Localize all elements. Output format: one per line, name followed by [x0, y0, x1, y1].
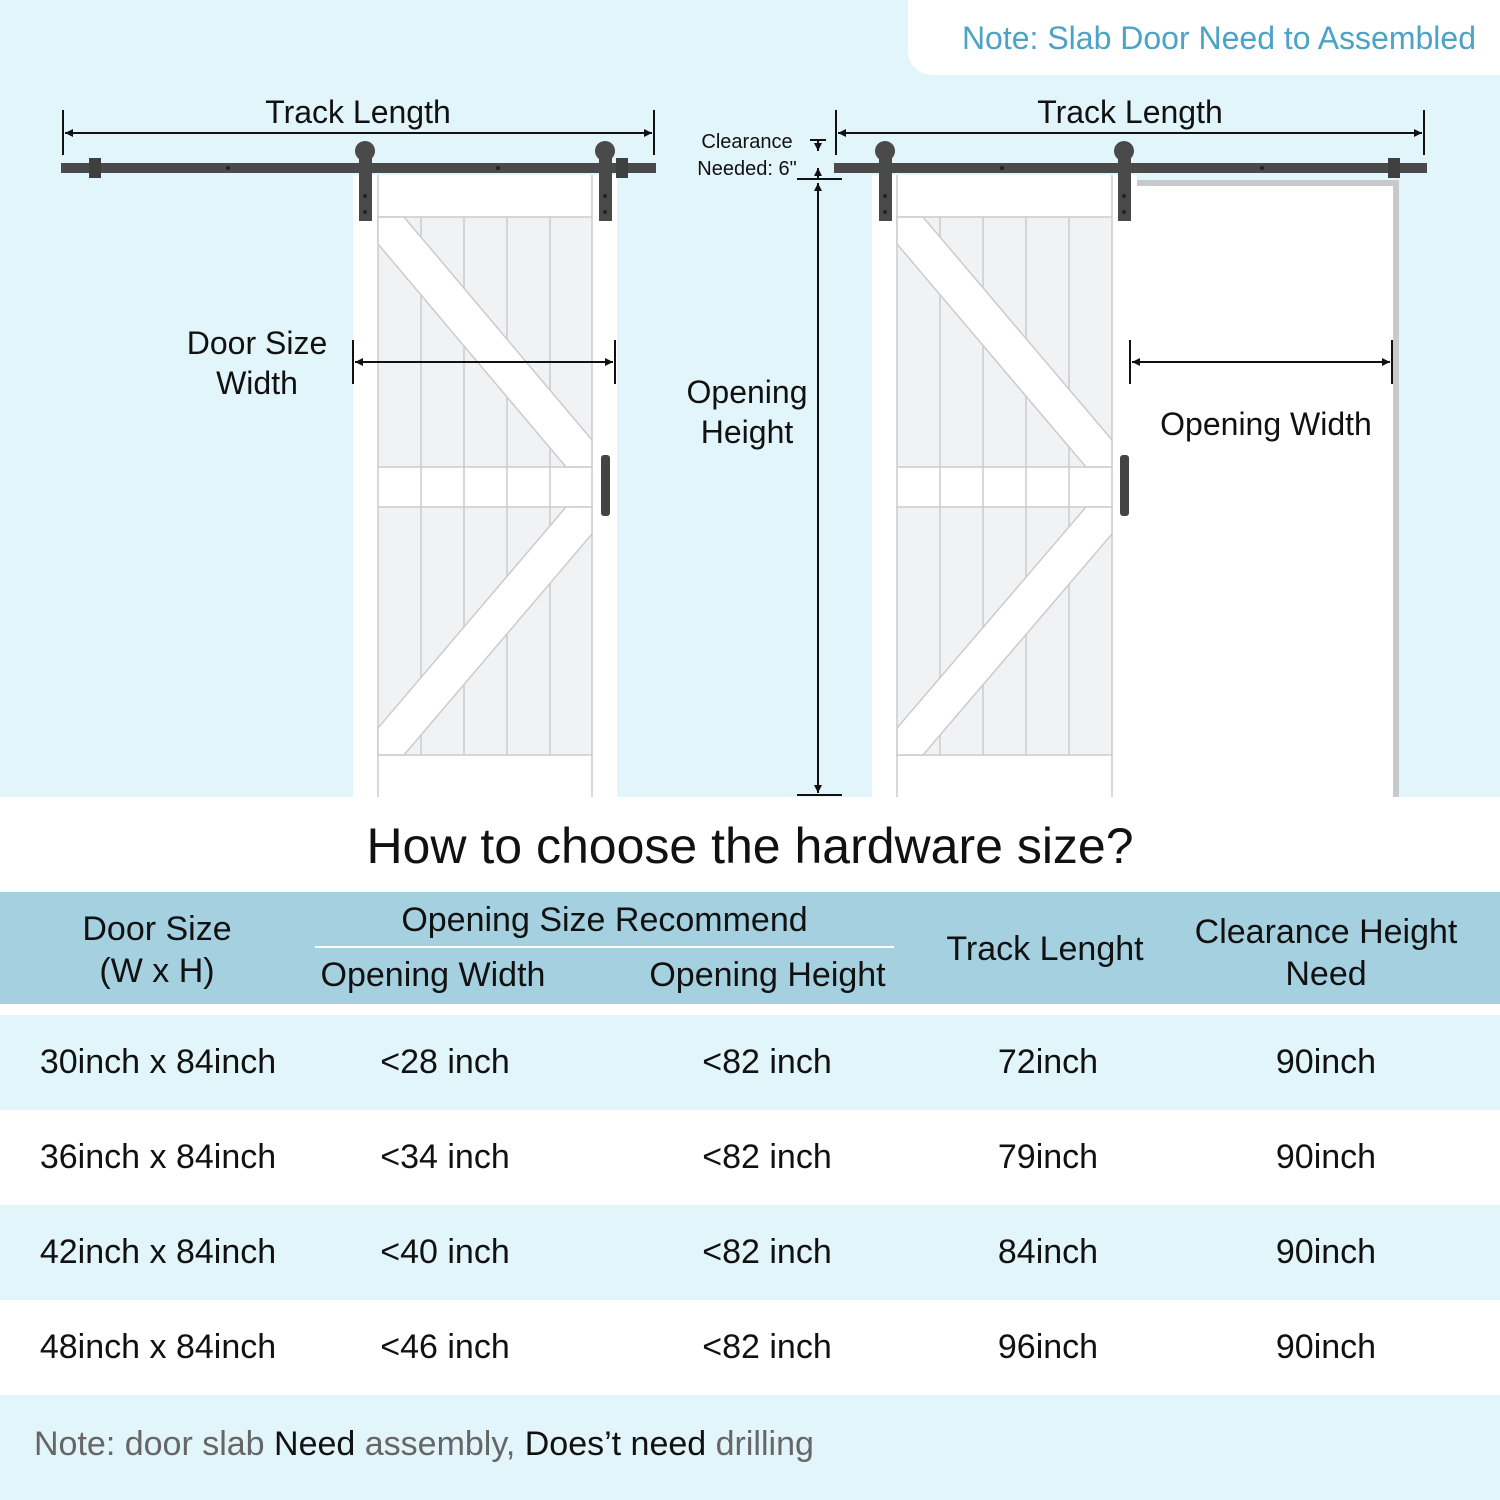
opening-width-label: Opening Width — [1160, 406, 1372, 442]
cell-clearance: 90inch — [1275, 1138, 1377, 1176]
header-clearance-line2: Need — [1285, 955, 1367, 993]
door-size-width-label: Door Size Width — [186, 325, 328, 401]
right-door — [872, 175, 1137, 797]
header-door-size-line2: (W x H) — [99, 952, 215, 990]
cell-opening-height: <82 inch — [702, 1138, 832, 1176]
cell-door-size: 36inch x 84inch — [39, 1138, 277, 1176]
note-part-5: drilling — [706, 1425, 814, 1463]
assembly-note-bottom-text — [34, 1425, 814, 1464]
cell-opening-height: <82 inch — [702, 1233, 832, 1271]
cell-clearance: 90inch — [1275, 1043, 1377, 1081]
cell-opening-width: <40 inch — [380, 1233, 510, 1271]
cell-door-size: 30inch x 84inch — [39, 1043, 277, 1081]
table-row — [0, 1205, 1500, 1300]
assembly-note-bottom — [0, 1395, 1500, 1500]
table-header — [0, 892, 1500, 1004]
page-title: How to choose the hardware size? — [366, 818, 1134, 874]
header-opening-width: Opening Width — [320, 956, 546, 994]
cell-opening-height: <82 inch — [702, 1043, 832, 1081]
cell-opening-height: <82 inch — [702, 1328, 832, 1366]
clearance-label-line2: Needed: 6" — [697, 158, 797, 180]
cell-door-size: 42inch x 84inch — [39, 1233, 277, 1271]
cell-opening-width: <28 inch — [380, 1043, 510, 1081]
header-group-divider — [315, 946, 894, 948]
cell-door-size: 48inch x 84inch — [39, 1328, 277, 1366]
cell-track-length: 84inch — [997, 1233, 1099, 1271]
clearance-label-line1: Clearance — [701, 131, 793, 153]
cell-clearance: 90inch — [1275, 1328, 1377, 1366]
note-part-2: Need — [274, 1425, 356, 1463]
header-opening-height: Opening Height — [649, 956, 886, 994]
cell-opening-width: <34 inch — [380, 1138, 510, 1176]
left-track-length-label: Track Length — [265, 94, 451, 130]
cell-track-length: 79inch — [997, 1138, 1099, 1176]
cell-track-length: 72inch — [997, 1043, 1099, 1081]
header-track-length: Track Lenght — [946, 930, 1144, 968]
header-opening-group: Opening Size Recommend — [401, 901, 808, 939]
header-gap — [0, 1004, 1500, 1015]
note-part-1: Note: door slab — [34, 1425, 275, 1463]
left-door — [353, 175, 617, 797]
door-opening-frame — [1133, 180, 1399, 797]
cell-track-length: 96inch — [997, 1328, 1099, 1366]
assembly-note-top-text: Note: Slab Door Need to Assembled — [961, 20, 1476, 56]
table-row — [0, 1015, 1500, 1110]
header-door-size-line1: Door Size — [82, 910, 232, 948]
cell-clearance: 90inch — [1275, 1233, 1377, 1271]
note-part-3: assembly, — [355, 1425, 525, 1463]
opening-height-label: Opening Height — [686, 374, 808, 450]
opening-height-dimension — [797, 183, 842, 795]
note-part-4: Does’t need — [524, 1425, 707, 1463]
table-row — [0, 1300, 1500, 1395]
right-track-length-label: Track Length — [1037, 94, 1223, 130]
header-clearance-line1: Clearance Height — [1194, 913, 1458, 951]
title-band — [0, 797, 1500, 892]
cell-opening-width: <46 inch — [380, 1328, 510, 1366]
table-row — [0, 1110, 1500, 1205]
